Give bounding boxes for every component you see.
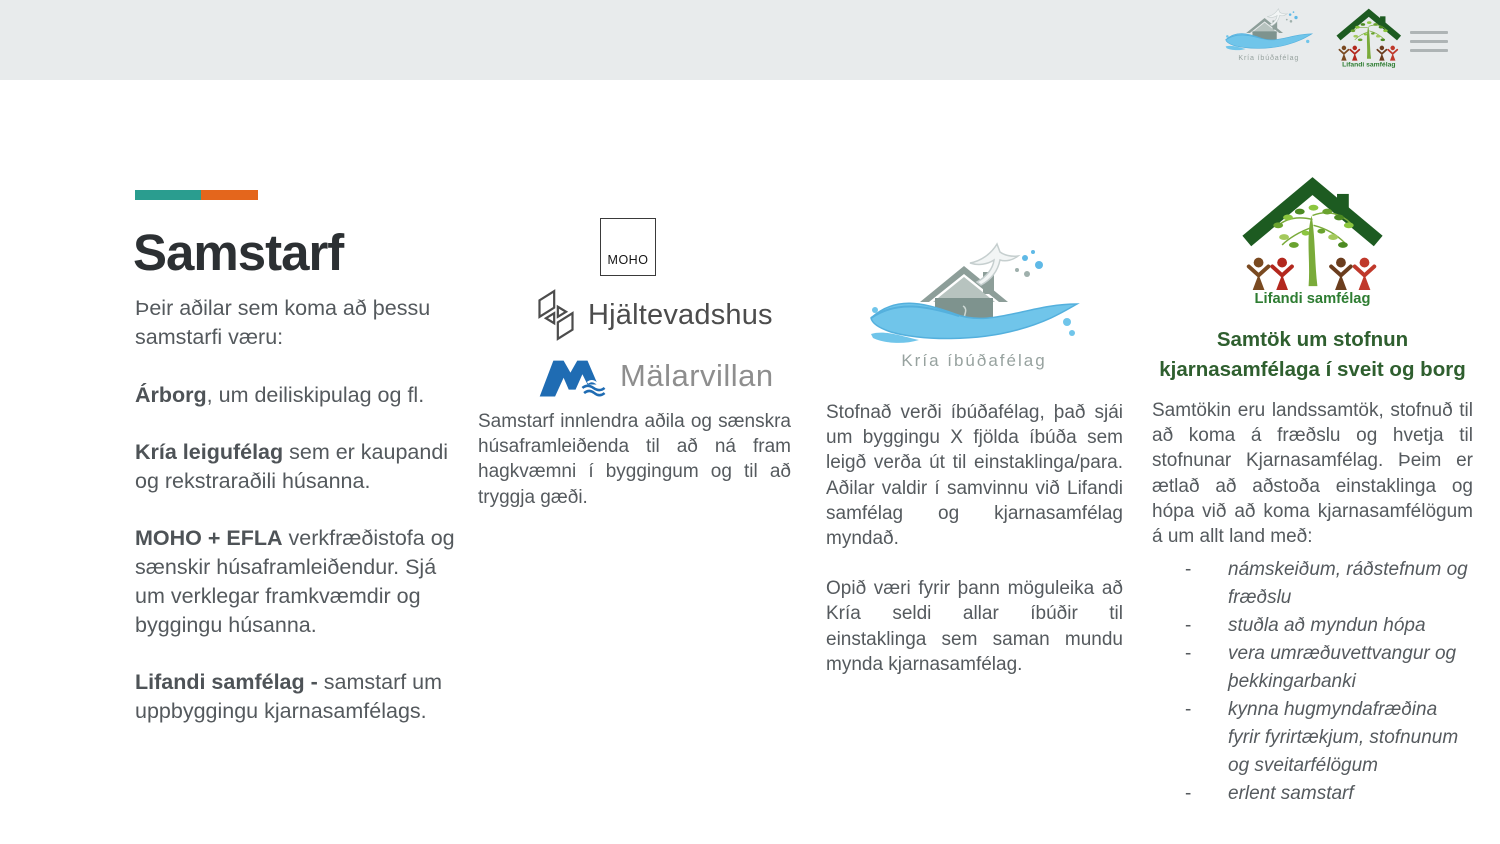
dash-bullet: - <box>1185 615 1192 637</box>
kria-logo-large-wrap <box>826 238 1123 378</box>
partner-description: verkfræðistofa og sænskir húsaframleiðendur. Sjá um verklegar framkvæmdir og byggingu húsanna. <box>135 526 455 637</box>
list-item <box>1152 640 1473 696</box>
list-item-text: vera umræðuvettvangur og þekkingarbanki <box>1228 643 1457 693</box>
hamburger-menu-icon[interactable] <box>1410 31 1448 52</box>
lifandi-logo-icon <box>1334 8 1404 68</box>
activities-list <box>1152 556 1473 808</box>
page-title: Samstarf <box>133 224 344 281</box>
kria-logo-icon <box>1224 6 1314 63</box>
list-item <box>1152 556 1473 612</box>
swedish-partners-text: Samstarf innlendra aðila og sænskra húsaframleiðenda til að ná fram hagkvæmni í byggingum og til að tryggja gæði. <box>478 411 791 508</box>
lifandi-logo-large-label: Lifandi samfélag <box>1254 290 1370 306</box>
list-item-text: kynna hugmyndafræðina fyrir fyrirtækjum, stofnunum og sveitarfélögum <box>1228 699 1459 777</box>
partner-item-arborg <box>135 381 465 410</box>
list-item-text: námskeiðum, ráðstefnum og fræðslu <box>1228 559 1468 609</box>
malarvillan-logo <box>538 355 791 397</box>
list-item <box>1152 696 1473 780</box>
dash-bullet: - <box>1185 783 1192 805</box>
accent-bar-teal <box>135 190 201 200</box>
lifandi-column <box>1152 176 1473 808</box>
moho-logo <box>600 218 656 276</box>
samtok-heading <box>1152 325 1473 385</box>
list-item <box>1152 612 1473 640</box>
lifandi-logo-label: Lifandi samfélag <box>1342 61 1396 68</box>
kria-logo-large-label: Kría íbúðafélag <box>901 351 1047 370</box>
kria-logo-label: Kría íbúðafélag <box>1238 53 1300 62</box>
list-item-text: stuðla að myndun hópa <box>1228 615 1426 637</box>
list-item <box>1152 780 1473 808</box>
partner-item-lifandi <box>135 668 465 726</box>
partner-name: Lifandi samfélag - <box>135 670 318 694</box>
intro-column <box>135 190 465 754</box>
hjaltevadshus-logo <box>534 289 791 341</box>
kria-paragraph-1: Stofnað verði íbúðafélag, það sjái um byggingu X fjölda íbúða sem leigð verða út til einstaklinga/para. Aðilar valdir í samvinnu við Lifandi samfélag og kjarnasamfélag myndað. <box>826 402 1123 550</box>
list-item-text: erlent samstarf <box>1228 783 1354 805</box>
accent-bar <box>135 190 258 200</box>
kria-paragraph-2: Opið væri fyrir þann möguleika að Kría seldi allar íbúðir til einstaklinga sem saman mundu mynda kjarnasamfélag. <box>826 578 1123 675</box>
lifandi-logo-large-wrap <box>1152 176 1473 311</box>
dash-bullet: - <box>1185 643 1192 665</box>
kria-logo-large <box>867 238 1082 373</box>
lifandi-paragraph: Samtökin eru landssamtök, stofnuð til að koma á fræðslu og hvetja til stofnunar Kjarnasamfélag. Þeim er ætlað að aðstoða einstaklinga og hópa við að koma kjarnasamfélögum á um allt land með: <box>1152 400 1473 548</box>
lifandi-logo-large <box>1237 176 1389 306</box>
partner-description: sem er kaupandi og rekstraraðili húsanna. <box>135 440 449 493</box>
samtok-heading-line1: Samtök um stofnun <box>1216 328 1409 351</box>
partner-name: MOHO + EFLA <box>135 526 283 550</box>
top-navigation-bar <box>0 0 1500 80</box>
malarvillan-icon <box>538 355 608 397</box>
kria-column <box>826 238 1123 702</box>
malarvillan-label: Mälarvillan <box>620 358 774 393</box>
intro-text: Þeir aðilar sem koma að þessu samstarfi væru: <box>135 296 431 349</box>
kria-logo-link[interactable] <box>1224 6 1314 68</box>
partner-item-moho-efla <box>135 524 465 640</box>
accent-bar-orange <box>201 190 258 200</box>
partner-description: , um deiliskipulag og fl. <box>206 383 425 407</box>
swedish-partners-column <box>478 218 791 510</box>
hjaltevadshus-icon <box>534 289 578 341</box>
hjaltevadshus-label: Hjältevadshus <box>588 298 773 331</box>
dash-bullet: - <box>1185 559 1192 581</box>
samtok-heading-line2: kjarnasamfélaga í sveit og borg <box>1159 358 1466 381</box>
dash-bullet: - <box>1185 699 1192 721</box>
partner-name: Kría leigufélag <box>135 440 284 464</box>
partner-description: samstarf um uppbyggingu kjarnasamfélags. <box>135 670 443 723</box>
partner-item-kria <box>135 438 465 496</box>
partner-name: Árborg <box>135 383 207 407</box>
lifandi-logo-link[interactable] <box>1334 8 1404 73</box>
moho-logo-label: MOHO <box>607 253 649 267</box>
